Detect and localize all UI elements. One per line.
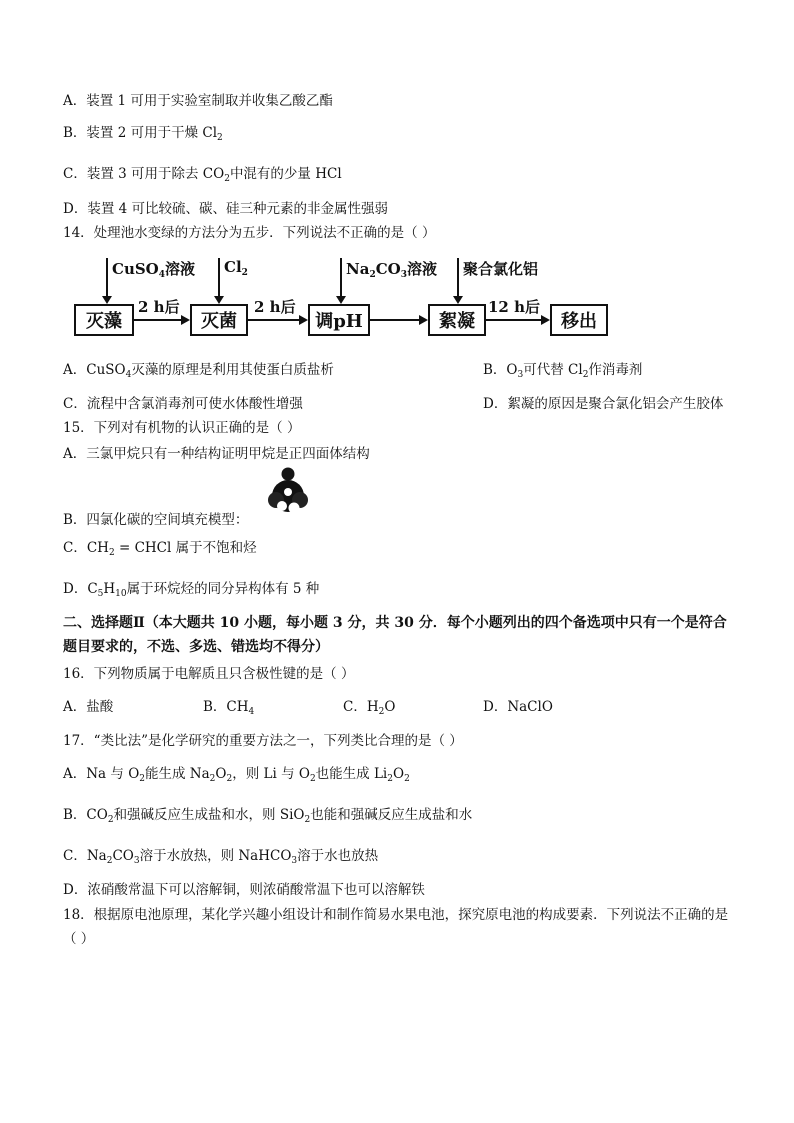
q17-option-b: B．$CO_2$和强碱反应生成盐和水，则 SiO$_2$也能和强碱反应生成盐和水: [63, 807, 473, 825]
q14-stem: 14．处理池水变绿的方法分为五步．下列说法不正确的是（ ）: [63, 225, 436, 241]
q17-option-d: D．浓硝酸常温下可以溶解铜，则浓硝酸常温下也可以溶解铁: [63, 882, 425, 898]
q15-stem: 15．下列对有机物的认识正确的是（ ）: [63, 420, 301, 436]
q13-option-b: B．装置 2 可用于干燥 $Cl_2$: [63, 125, 223, 143]
flow-time-2: 2 h后: [254, 298, 296, 316]
q14-flow-chart: [70, 254, 630, 346]
flow-reagent-pac: 聚合氯化铝: [463, 260, 539, 278]
flow-reagent-na2co3: $Na_2CO_3$溶液: [346, 260, 437, 280]
q16-option-a: A．盐酸: [63, 699, 114, 715]
flow-reagent-cl2: $Cl_2$: [224, 258, 248, 278]
q14-option-a: A．CuSO$_4$灭藻的原理是利用其使蛋白质盐析: [63, 362, 334, 380]
q13-option-a: A．装置 1 可用于实验室制取并收集乙酸乙酯: [63, 93, 333, 109]
ccl4-space-filling-model-icon: [266, 466, 310, 522]
flow-reagent-cuso4: CuSO$_4$溶液: [112, 260, 196, 280]
q18-stem: 18．根据原电池原理，某化学兴趣小组设计和制作简易水果电池，探究原电池的构成要素．下列说法不正确的是（ ）: [63, 907, 729, 947]
q14-option-c: C．流程中含氯消毒剂可使水体酸性增强: [63, 396, 303, 412]
flow-time-1: 2 h后: [138, 298, 180, 316]
q15-option-c: C．$CH_2$ = CHCl 属于不饱和烃: [63, 540, 257, 558]
q13-option-d: D．装置 4 可比较硫、碳、硅三种元素的非金属性强弱: [63, 201, 388, 217]
q15-option-a: A．三氯甲烷只有一种结构证明甲烷是正四面体结构: [63, 446, 370, 462]
q14-option-d: D．絮凝的原因是聚合氯化铝会产生胶体: [483, 396, 724, 412]
section-2-heading: 二、选择题Ⅱ（本大题共 10 小题，每小题 3 分，共 30 分．每个小题列出的四个备选项中只有一个是符合题目要求的，不选、多选、错选均不得分）: [63, 615, 727, 655]
flow-step-adjust-ph: 调pH: [308, 304, 370, 336]
flow-step-algae-kill: 灭藻: [74, 304, 134, 336]
q15-option-b: B．四氯化碳的空间填充模型：: [63, 512, 249, 528]
q17-option-a: A．Na 与 $O_2$能生成 $Na_2O_2$，则 Li 与 $O_2$也能生成 $Li_2O_2$: [63, 766, 410, 784]
q15-option-d: D．$C_5H_{10}$属于环烷烃的同分异构体有 5 种: [63, 581, 320, 599]
flow-time-3: 12 h后: [488, 298, 541, 316]
q13-option-c: C．装置 3 可用于除去 $CO_2$中混有的少量 HCl: [63, 166, 342, 184]
flow-step-flocculate: 絮凝: [428, 304, 486, 336]
q16-option-c: C．$H_2O$: [343, 699, 396, 717]
q16-option-b: B．$CH_4$: [203, 699, 255, 717]
q17-stem: 17．“类比法”是化学研究的重要方法之一，下列类比合理的是（ ）: [63, 733, 463, 749]
q16-option-d: D．NaClO: [483, 699, 553, 715]
q17-option-c: C．$Na_2CO_3$溶于水放热，则 NaHCO$_3$溶于水也放热: [63, 848, 379, 866]
q14-option-b: B．$O_3$可代替 $Cl_2$作消毒剂: [483, 362, 643, 380]
flow-step-sterilize: 灭菌: [190, 304, 248, 336]
flow-step-remove: 移出: [550, 304, 608, 336]
q16-stem: 16．下列物质属于电解质且只含极性键的是（ ）: [63, 666, 355, 682]
